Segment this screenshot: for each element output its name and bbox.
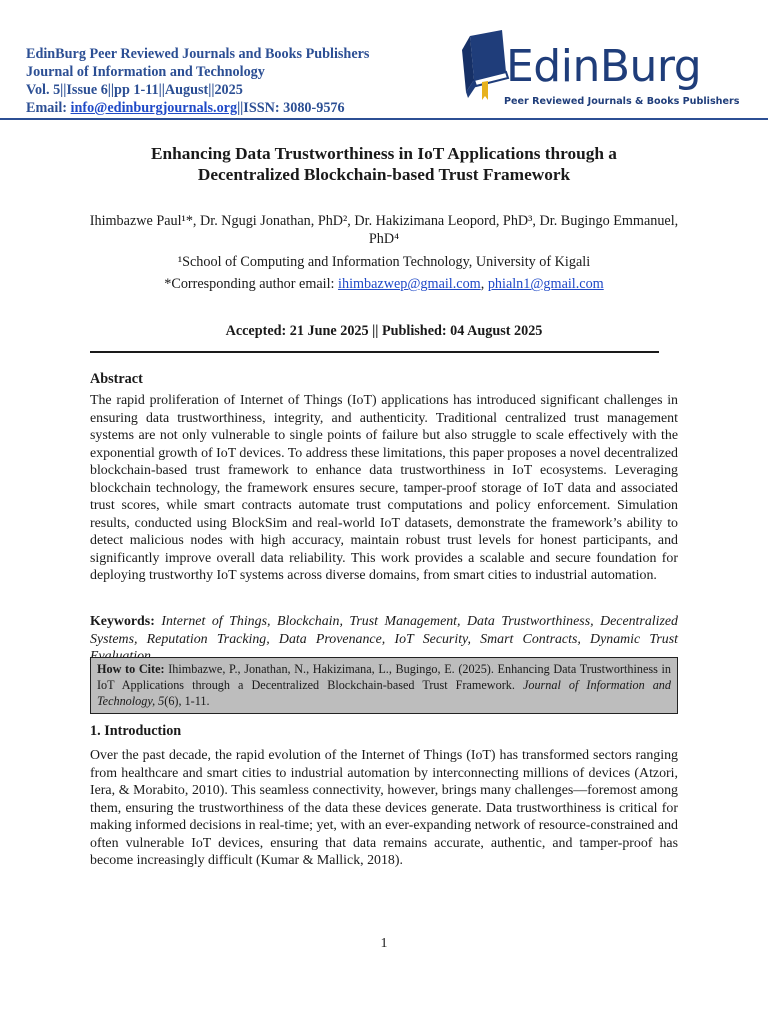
- corresponding-author: [80, 275, 688, 293]
- introduction-text: Over the past decade, the rapid evolution of the Internet of Things (IoT) has transformed sectors ranging from healthcare and smart cities to industrial automation by interconnecting millions of devices (Atzori, Iera, & Morabito, 2010). This seamless connectivity, however, brings many challenges—foremost among them, ensuring the trustworthiness of the data these devices generate. Data trustworthiness is critical for making informed decisions in real-time; yet, with an ever-expanding network of resource-constrained and often vulnerable IoT devices, ensuring that data remains accurate, authentic, and tamper-proof has become increasingly difficult (Kumar & Mallick, 2018).: [90, 748, 678, 868]
- journal-info: [26, 45, 369, 117]
- title-divider: [90, 351, 659, 353]
- affiliation: ¹School of Computing and Information Technology, University of Kigali: [177, 254, 591, 270]
- page-number: 1: [380, 936, 388, 951]
- title-line-2: Decentralized Blockchain-based Trust Framework: [197, 165, 571, 184]
- logo-tagline: Peer Reviewed Journals & Books Publishers: [504, 96, 740, 107]
- email-line: [26, 99, 369, 117]
- citation-text: Ihimbazwe, P., Jonathan, N., Hakizimana, L., Bugingo, E. (2025). Enhancing Data Trustworthiness in IoT Applications through a Decentralized Blockchain-based Trust Framework.: [97, 662, 671, 692]
- abstract-text: The rapid proliferation of Internet of Things (IoT) applications has introduced significant challenges in ensuring data trustworthiness, integrity, and authenticity. Traditional centralized trust management systems are not only vulnerable to single points of failure but also struggle to scale effectively with the exponential growth of IoT devices. To address these limitations, this paper proposes a novel decentralized blockchain-based trust framework to enhance data trustworthiness in IoT ecosystems. Leveraging blockchain technology, the framework ensures secure, tamper-proof storage of IoT data and associated trust scores, while smart contracts automate trust computations and policy enforcement. Simulation results, conducted using BlockSim and real-world IoT datasets, demonstrate the framework’s ability to detect malicious nodes with high accuracy, maintain robust trust levels for honest participants, and significantly improve overall data reliability. This work provides a scalable and secure foundation for deploying trustworthy IoT systems across diverse domains, from smart cities to industrial automation.: [90, 393, 678, 583]
- author-email-link-2[interactable]: phialn1@gmail.com: [487, 276, 604, 292]
- publisher-email-link[interactable]: info@edinburgjournals.org: [70, 100, 238, 116]
- edinburg-logo: [456, 30, 740, 112]
- issn: ||ISSN: 3080-9576: [237, 100, 345, 116]
- citation-label: How to Cite:: [97, 662, 169, 676]
- email-separator: ,: [480, 276, 488, 292]
- abstract-heading: Abstract: [90, 371, 143, 387]
- keywords-label: Keywords:: [90, 614, 162, 629]
- author-list: Ihimbazwe Paul¹*, Dr. Ngugi Jonathan, PhD², Dr. Hakizimana Leopord, PhD³, Dr. Bugingo Emmanuel, PhD⁴: [89, 213, 679, 247]
- journal-name: Journal of Information and Technology: [26, 64, 265, 80]
- logo-wordmark: EdinBurg: [506, 41, 702, 92]
- corresponding-label: *Corresponding author email:: [164, 276, 339, 292]
- publication-dates: Accepted: 21 June 2025 || Published: 04 August 2025: [225, 323, 543, 339]
- keywords-text: Internet of Things, Blockchain, Trust Management, Data Trustworthiness, Decentralized Systems, Reputation Tracking, Data Provenance, IoT Security, Smart Contracts, Dynamic Trust: [90, 614, 679, 647]
- citation-issue: (6), 1-11.: [164, 694, 210, 708]
- citation-journal: Journal of Information and Technology, 5: [97, 678, 671, 708]
- citation-box: [90, 657, 678, 714]
- paper-title: [60, 143, 708, 185]
- header-divider: [0, 118, 768, 120]
- author-email-link-1[interactable]: ihimbazwep@gmail.com: [338, 276, 481, 292]
- title-line-1: Enhancing Data Trustworthiness in IoT Applications through a: [151, 144, 617, 163]
- journal-header: [0, 0, 768, 122]
- publisher-name: EdinBurg Peer Reviewed Journals and Books Publishers: [26, 46, 370, 62]
- volume-line: Vol. 5||Issue 6||pp 1-11||August||2025: [26, 82, 243, 98]
- introduction-heading: 1. Introduction: [90, 723, 182, 739]
- email-label: Email:: [26, 100, 71, 116]
